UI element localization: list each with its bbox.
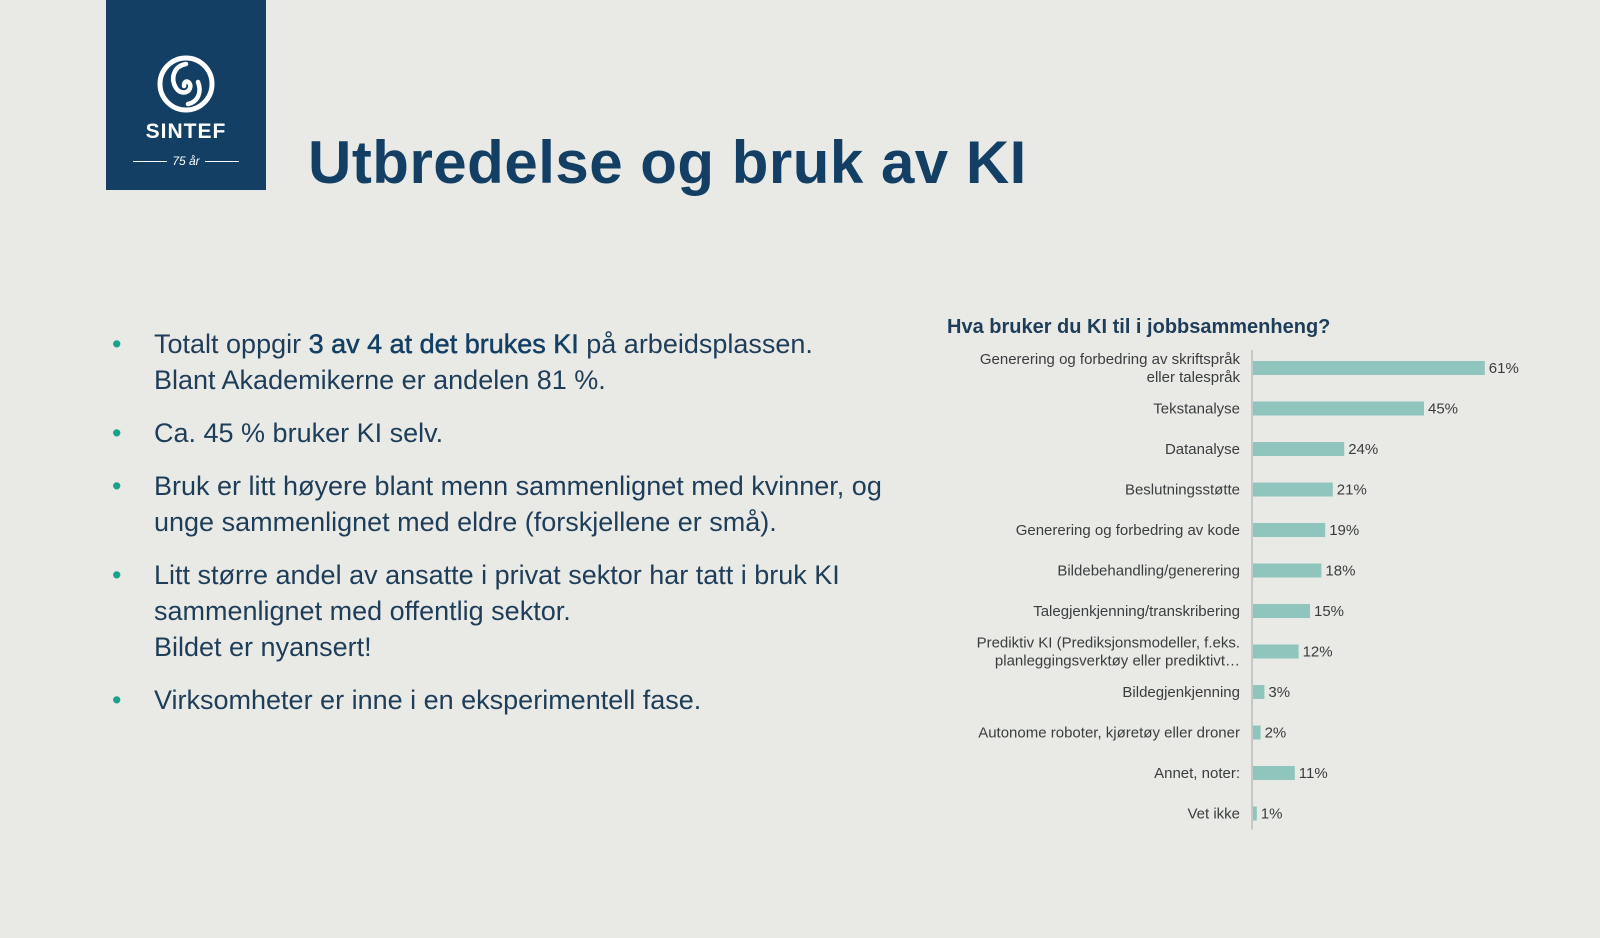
bar xyxy=(1253,361,1485,375)
bullet-item xyxy=(110,682,910,718)
bullet-text-bold: 3 av 4 at det brukes KI xyxy=(308,329,579,359)
chart-title: Hva bruker du KI til i jobbsammenheng? xyxy=(947,316,1331,338)
sintef-logo-icon xyxy=(154,52,218,116)
category-label: Generering og forbedring av skriftspråk eller talespråk xyxy=(979,351,1240,386)
logo-tagline-text: 75 år xyxy=(172,154,200,168)
bullet-dot-icon: • xyxy=(112,329,122,359)
data-label: 11% xyxy=(1298,765,1328,782)
bullet-dot-icon: • xyxy=(112,471,122,501)
category-label: Bildegjenkjenning xyxy=(1122,684,1240,701)
bullet-item xyxy=(110,415,910,451)
category-label: Vet ikke xyxy=(1187,805,1240,823)
bar xyxy=(1253,564,1321,578)
bullet-dot-icon: • xyxy=(112,685,122,715)
data-label: 3% xyxy=(1268,684,1291,701)
bullet-text-part: Litt større andel av ansatte i privat sektor har tatt i bruk KI sammenlignet med offentlig sektor. xyxy=(154,560,840,626)
data-label: 45% xyxy=(1428,400,1459,418)
bullet-dot-icon: • xyxy=(112,560,122,590)
bullet-text: Virksomheter er inne i en eksperimentell fase. xyxy=(154,685,702,715)
data-label: 15% xyxy=(1314,603,1345,620)
data-label: 12% xyxy=(1302,643,1333,661)
bar xyxy=(1253,442,1344,456)
category-label: Bildebehandling/generering xyxy=(1057,562,1240,580)
bullet-item xyxy=(110,557,910,665)
bullet-item xyxy=(110,326,910,398)
category-label: Annet, noter: xyxy=(1154,765,1240,782)
bar xyxy=(1253,604,1310,618)
sintef-logo xyxy=(106,0,266,190)
bullet-dot-icon: • xyxy=(112,418,122,448)
bullet-item xyxy=(110,468,910,540)
bar xyxy=(1253,523,1325,537)
category-label: Beslutningsstøtte xyxy=(1124,481,1240,499)
bar xyxy=(1253,807,1257,821)
logo-tagline xyxy=(106,154,266,168)
data-label: 18% xyxy=(1325,562,1356,580)
bullet-text: Ca. 45 % bruker KI selv. xyxy=(154,418,444,448)
bar xyxy=(1253,685,1264,699)
bullet-text-part: på arbeidsplassen. xyxy=(578,329,813,359)
bullet-text-line2: Bildet er nyansert! xyxy=(154,632,372,662)
logo-name: SINTEF xyxy=(145,120,227,143)
data-label: 2% xyxy=(1264,724,1287,742)
page-title: Utbredelse og bruk av KI xyxy=(308,129,1027,196)
bullet-text: Bruk er litt høyere blant menn sammenlignet med kvinner, og unge sammenlignet med eldre (forskjellene er små). xyxy=(154,471,882,537)
bullet-list xyxy=(110,326,910,735)
data-label: 61% xyxy=(1488,360,1519,377)
data-label: 24% xyxy=(1348,441,1379,458)
category-label: Autonome roboter, kjøretøy eller droner xyxy=(978,724,1240,742)
bullet-text-line2: Blant Akademikerne er andelen 81 %. xyxy=(154,365,606,395)
bullet-text xyxy=(154,557,910,665)
data-label: 1% xyxy=(1260,805,1283,823)
category-label: Tekstanalyse xyxy=(1153,400,1240,418)
bar xyxy=(1253,402,1424,416)
category-label: Datanalyse xyxy=(1164,441,1240,458)
bullet-text-part: Totalt oppgir xyxy=(154,329,309,359)
bar xyxy=(1253,645,1299,659)
category-label: Generering og forbedring av kode xyxy=(1015,522,1240,539)
bar-chart xyxy=(930,350,1550,840)
data-label: 21% xyxy=(1336,481,1367,499)
bullet-text xyxy=(154,326,910,398)
category-label: Prediktiv KI (Prediksjonsmodeller, f.eks. planleggingsverktøy eller prediktivt… xyxy=(976,634,1240,670)
bar xyxy=(1253,766,1295,780)
data-label: 19% xyxy=(1329,522,1360,539)
bar xyxy=(1253,483,1333,497)
category-label: Talegjenkjenning/transkribering xyxy=(1033,603,1240,620)
bar xyxy=(1253,726,1261,740)
